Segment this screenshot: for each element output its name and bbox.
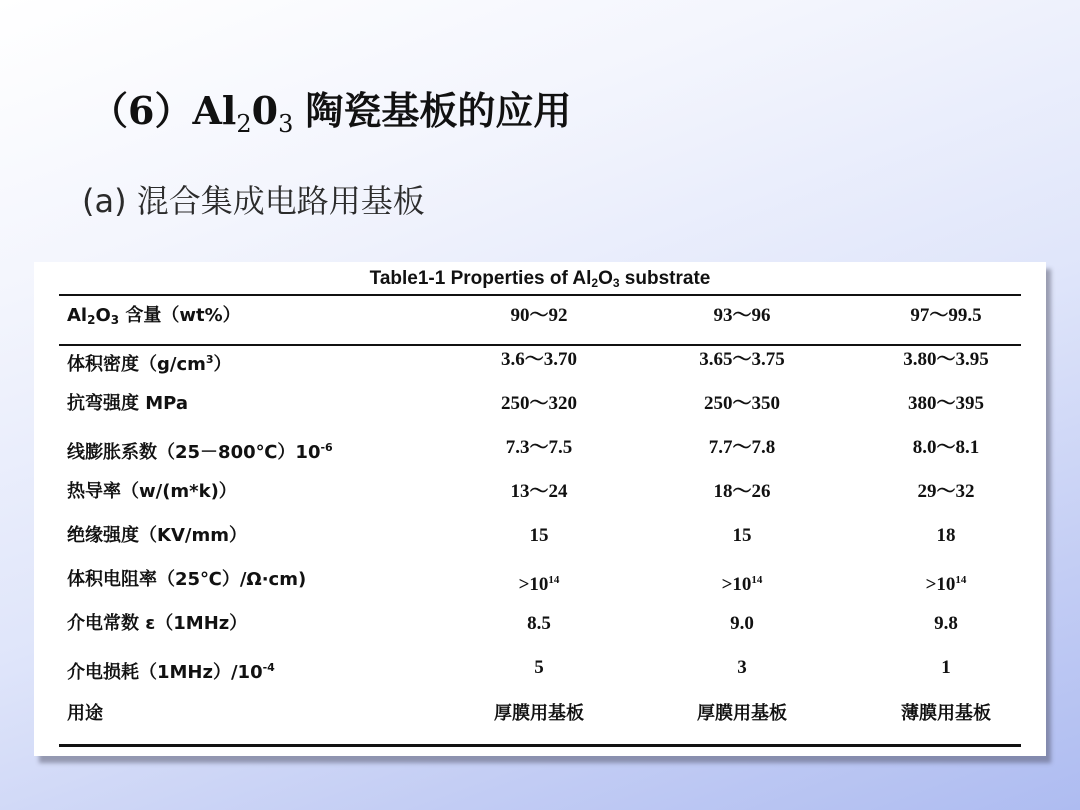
table-row-thermal-expansion [59,428,1021,468]
row-label: 介电损耗$(1MHz)/10^{-4}$ [67,661,275,683]
table-cell: 3.80～3.95 [903,349,989,370]
slide-subtitle: (a) 混合集成电路用基板 [82,182,425,220]
header-label: $Al_2O_3$ 含量（wt%） [67,305,241,327]
properties-table [34,262,1046,756]
row-label: 用途 [67,703,103,724]
header-col-2: 93～96 [713,305,771,326]
table-cell: 3.65～3.75 [699,349,785,370]
row-label: 体积电阻率（25℃）/Ω·cm) [67,569,307,590]
table-cell: 15 [529,525,549,546]
table-cell: 厚膜用基板 [494,703,584,724]
row-label: 介电常数 ε（1MHz） [67,613,248,634]
table-cell: 18 [936,525,956,546]
table-row-volume-resistivity [59,560,1021,600]
table-cell: 8.5 [527,613,551,634]
table-row-insulation-strength [59,516,1021,556]
table-cell: 15 [732,525,752,546]
table-cell: 250～320 [500,393,577,414]
row-label: 抗弯强度 MPa [67,393,189,414]
table-row-density [59,340,1021,380]
table-cell: $>10^{14}$ [518,574,560,595]
slide-title: $(6)Al_20_3$ 陶瓷基板的应用 [90,88,572,138]
table-cell: 29～32 [917,481,975,502]
table-row-usage [59,694,1021,734]
table-cell: 3 [737,657,747,678]
table-row-thermal-conductivity [59,472,1021,512]
table-cell: 18～26 [713,481,771,502]
table-cell: 250～350 [703,393,780,414]
table-caption: Table1-1 Properties of $Al_2O_3$ substrate [369,268,711,290]
header-col-3: 97～99.5 [910,305,982,326]
table-row-dielectric-loss [59,648,1021,688]
table-cell: 8.0～8.1 [912,437,980,458]
table-row-flexural-strength [59,384,1021,424]
table-cell: 3.6～3.70 [500,349,577,370]
table-cell: 13～24 [510,481,568,502]
table-cell: 9.8 [934,613,958,634]
table-cell: 1 [941,657,951,678]
table-cell: $>10^{14}$ [925,574,967,595]
table-cell: 薄膜用基板 [901,703,991,724]
header-col-1: 90～92 [510,305,568,326]
row-label: 体积密度$(g/cm^3)$ [67,353,232,375]
row-label: 线膨胀系数$(25-800℃)10^{-6}$ [67,441,333,463]
table-row-dielectric-constant [59,604,1021,644]
table-cell: 厚膜用基板 [697,703,787,724]
table-bottom-rule [59,744,1021,747]
table-header-row [59,296,1021,336]
table-cell: $>10^{14}$ [721,574,763,595]
table-cell: 7.3～7.5 [505,437,573,458]
table-cell: 5 [534,657,544,678]
table-cell: 380～395 [907,393,984,414]
table-cell: 7.7～7.8 [708,437,776,458]
table-cell: 9.0 [730,613,754,634]
row-label: 绝缘强度（KV/mm） [67,525,247,546]
row-label: 热导率（w/(m*k)） [67,481,237,502]
